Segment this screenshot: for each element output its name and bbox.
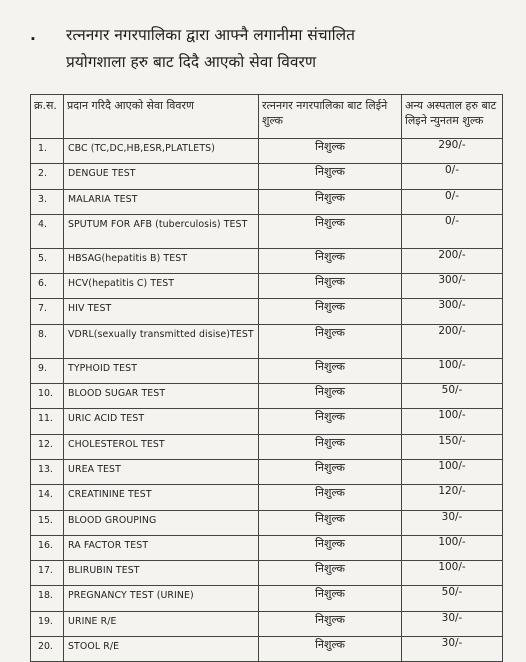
row-other-hospital-fee: 30/-: [402, 510, 503, 535]
table-row: [31, 485, 503, 510]
table-row: [31, 324, 503, 358]
row-serial: 11.: [31, 409, 64, 434]
row-serial: 19.: [31, 611, 64, 636]
row-other-hospital-fee: 0/-: [402, 164, 503, 189]
row-service: VDRL(sexually transmitted disise)TEST: [64, 324, 259, 358]
table-row: [31, 248, 503, 273]
row-municipality-fee: निशुल्क: [259, 214, 402, 248]
table-row: [31, 409, 503, 434]
row-service: HIV TEST: [64, 299, 259, 324]
row-serial: 3.: [31, 189, 64, 214]
row-serial: 13.: [31, 459, 64, 484]
row-municipality-fee: निशुल्क: [259, 139, 402, 164]
heading-bullet: .: [30, 26, 36, 44]
table-row: [31, 189, 503, 214]
row-service: CBC (TC,DC,HB,ESR,PLATLETS): [64, 139, 259, 164]
row-other-hospital-fee: 100/-: [402, 561, 503, 586]
row-serial: 4.: [31, 214, 64, 248]
table-row: [31, 510, 503, 535]
header-municipality-fee: रत्ननगर नगरपालिका बाट लिईने शुल्क: [259, 95, 402, 139]
table-row: [31, 384, 503, 409]
table-row: [31, 164, 503, 189]
heading-line-2: प्रयोगशाला हरु बाट दिदै आएको सेवा विवरण: [66, 53, 317, 71]
row-service: UREA TEST: [64, 459, 259, 484]
row-service: URINE R/E: [64, 611, 259, 636]
row-service: MALARIA TEST: [64, 189, 259, 214]
row-service: BLIRUBIN TEST: [64, 561, 259, 586]
service-table: [30, 94, 503, 662]
row-serial: 18.: [31, 586, 64, 611]
row-service: HBSAG(hepatitis B) TEST: [64, 248, 259, 273]
row-serial: 9.: [31, 358, 64, 383]
row-serial: 1.: [31, 139, 64, 164]
table-row: [31, 611, 503, 636]
row-serial: 12.: [31, 434, 64, 459]
table-row: [31, 299, 503, 324]
table-row: [31, 214, 503, 248]
row-municipality-fee: निशुल्क: [259, 384, 402, 409]
row-municipality-fee: निशुल्क: [259, 248, 402, 273]
row-municipality-fee: निशुल्क: [259, 485, 402, 510]
table-row: [31, 358, 503, 383]
row-other-hospital-fee: 300/-: [402, 299, 503, 324]
row-other-hospital-fee: 200/-: [402, 248, 503, 273]
row-other-hospital-fee: 150/-: [402, 434, 503, 459]
row-serial: 15.: [31, 510, 64, 535]
header-service: प्रदान गरिदै आएको सेवा विवरण: [64, 95, 259, 139]
row-other-hospital-fee: 100/-: [402, 459, 503, 484]
row-municipality-fee: निशुल्क: [259, 637, 402, 662]
row-municipality-fee: निशुल्क: [259, 561, 402, 586]
row-other-hospital-fee: 200/-: [402, 324, 503, 358]
row-service: CREATININE TEST: [64, 485, 259, 510]
row-municipality-fee: निशुल्क: [259, 324, 402, 358]
row-municipality-fee: निशुल्क: [259, 510, 402, 535]
row-other-hospital-fee: 50/-: [402, 586, 503, 611]
row-other-hospital-fee: 120/-: [402, 485, 503, 510]
row-other-hospital-fee: 30/-: [402, 611, 503, 636]
row-other-hospital-fee: 100/-: [402, 358, 503, 383]
row-service: BLOOD SUGAR TEST: [64, 384, 259, 409]
row-serial: 2.: [31, 164, 64, 189]
table-body: [31, 139, 503, 662]
row-other-hospital-fee: 0/-: [402, 189, 503, 214]
table-row: [31, 535, 503, 560]
row-serial: 6.: [31, 274, 64, 299]
table-row: [31, 459, 503, 484]
row-municipality-fee: निशुल्क: [259, 358, 402, 383]
header-serial: क्र.स.: [31, 95, 64, 139]
row-municipality-fee: निशुल्क: [259, 535, 402, 560]
table-row: [31, 274, 503, 299]
row-serial: 7.: [31, 299, 64, 324]
row-other-hospital-fee: 290/-: [402, 139, 503, 164]
table-row: [31, 434, 503, 459]
row-serial: 17.: [31, 561, 64, 586]
heading-line-1: रत्ननगर नगरपालिका द्वारा आफ्नै लगानीमा संचालित: [66, 26, 355, 44]
row-other-hospital-fee: 0/-: [402, 214, 503, 248]
row-other-hospital-fee: 30/-: [402, 637, 503, 662]
row-municipality-fee: निशुल्क: [259, 434, 402, 459]
row-service: URIC ACID TEST: [64, 409, 259, 434]
document-heading: [30, 22, 504, 76]
row-service: STOOL R/E: [64, 637, 259, 662]
row-serial: 5.: [31, 248, 64, 273]
row-service: SPUTUM FOR AFB (tuberculosis) TEST: [64, 214, 259, 248]
row-serial: 16.: [31, 535, 64, 560]
row-service: HCV(hepatitis C) TEST: [64, 274, 259, 299]
row-service: TYPHOID TEST: [64, 358, 259, 383]
row-service: RA FACTOR TEST: [64, 535, 259, 560]
row-other-hospital-fee: 50/-: [402, 384, 503, 409]
row-municipality-fee: निशुल्क: [259, 189, 402, 214]
table-row: [31, 139, 503, 164]
row-service: BLOOD GROUPING: [64, 510, 259, 535]
table-row: [31, 561, 503, 586]
table-row: [31, 637, 503, 662]
row-other-hospital-fee: 100/-: [402, 535, 503, 560]
row-other-hospital-fee: 100/-: [402, 409, 503, 434]
row-service: DENGUE TEST: [64, 164, 259, 189]
row-service: CHOLESTEROL TEST: [64, 434, 259, 459]
row-municipality-fee: निशुल्क: [259, 274, 402, 299]
row-serial: 20.: [31, 637, 64, 662]
row-other-hospital-fee: 300/-: [402, 274, 503, 299]
row-municipality-fee: निशुल्क: [259, 586, 402, 611]
row-municipality-fee: निशुल्क: [259, 459, 402, 484]
row-municipality-fee: निशुल्क: [259, 409, 402, 434]
table-header-row: [31, 95, 503, 139]
row-serial: 14.: [31, 485, 64, 510]
row-municipality-fee: निशुल्क: [259, 611, 402, 636]
row-municipality-fee: निशुल्क: [259, 299, 402, 324]
service-table-container: [30, 94, 502, 662]
row-service: PREGNANCY TEST (URINE): [64, 586, 259, 611]
header-other-hospital-fee: अन्य अस्पताल हरु बाट लिइने न्युनतम शुल्क: [402, 95, 503, 139]
table-row: [31, 586, 503, 611]
row-municipality-fee: निशुल्क: [259, 164, 402, 189]
row-serial: 8.: [31, 324, 64, 358]
row-serial: 10.: [31, 384, 64, 409]
